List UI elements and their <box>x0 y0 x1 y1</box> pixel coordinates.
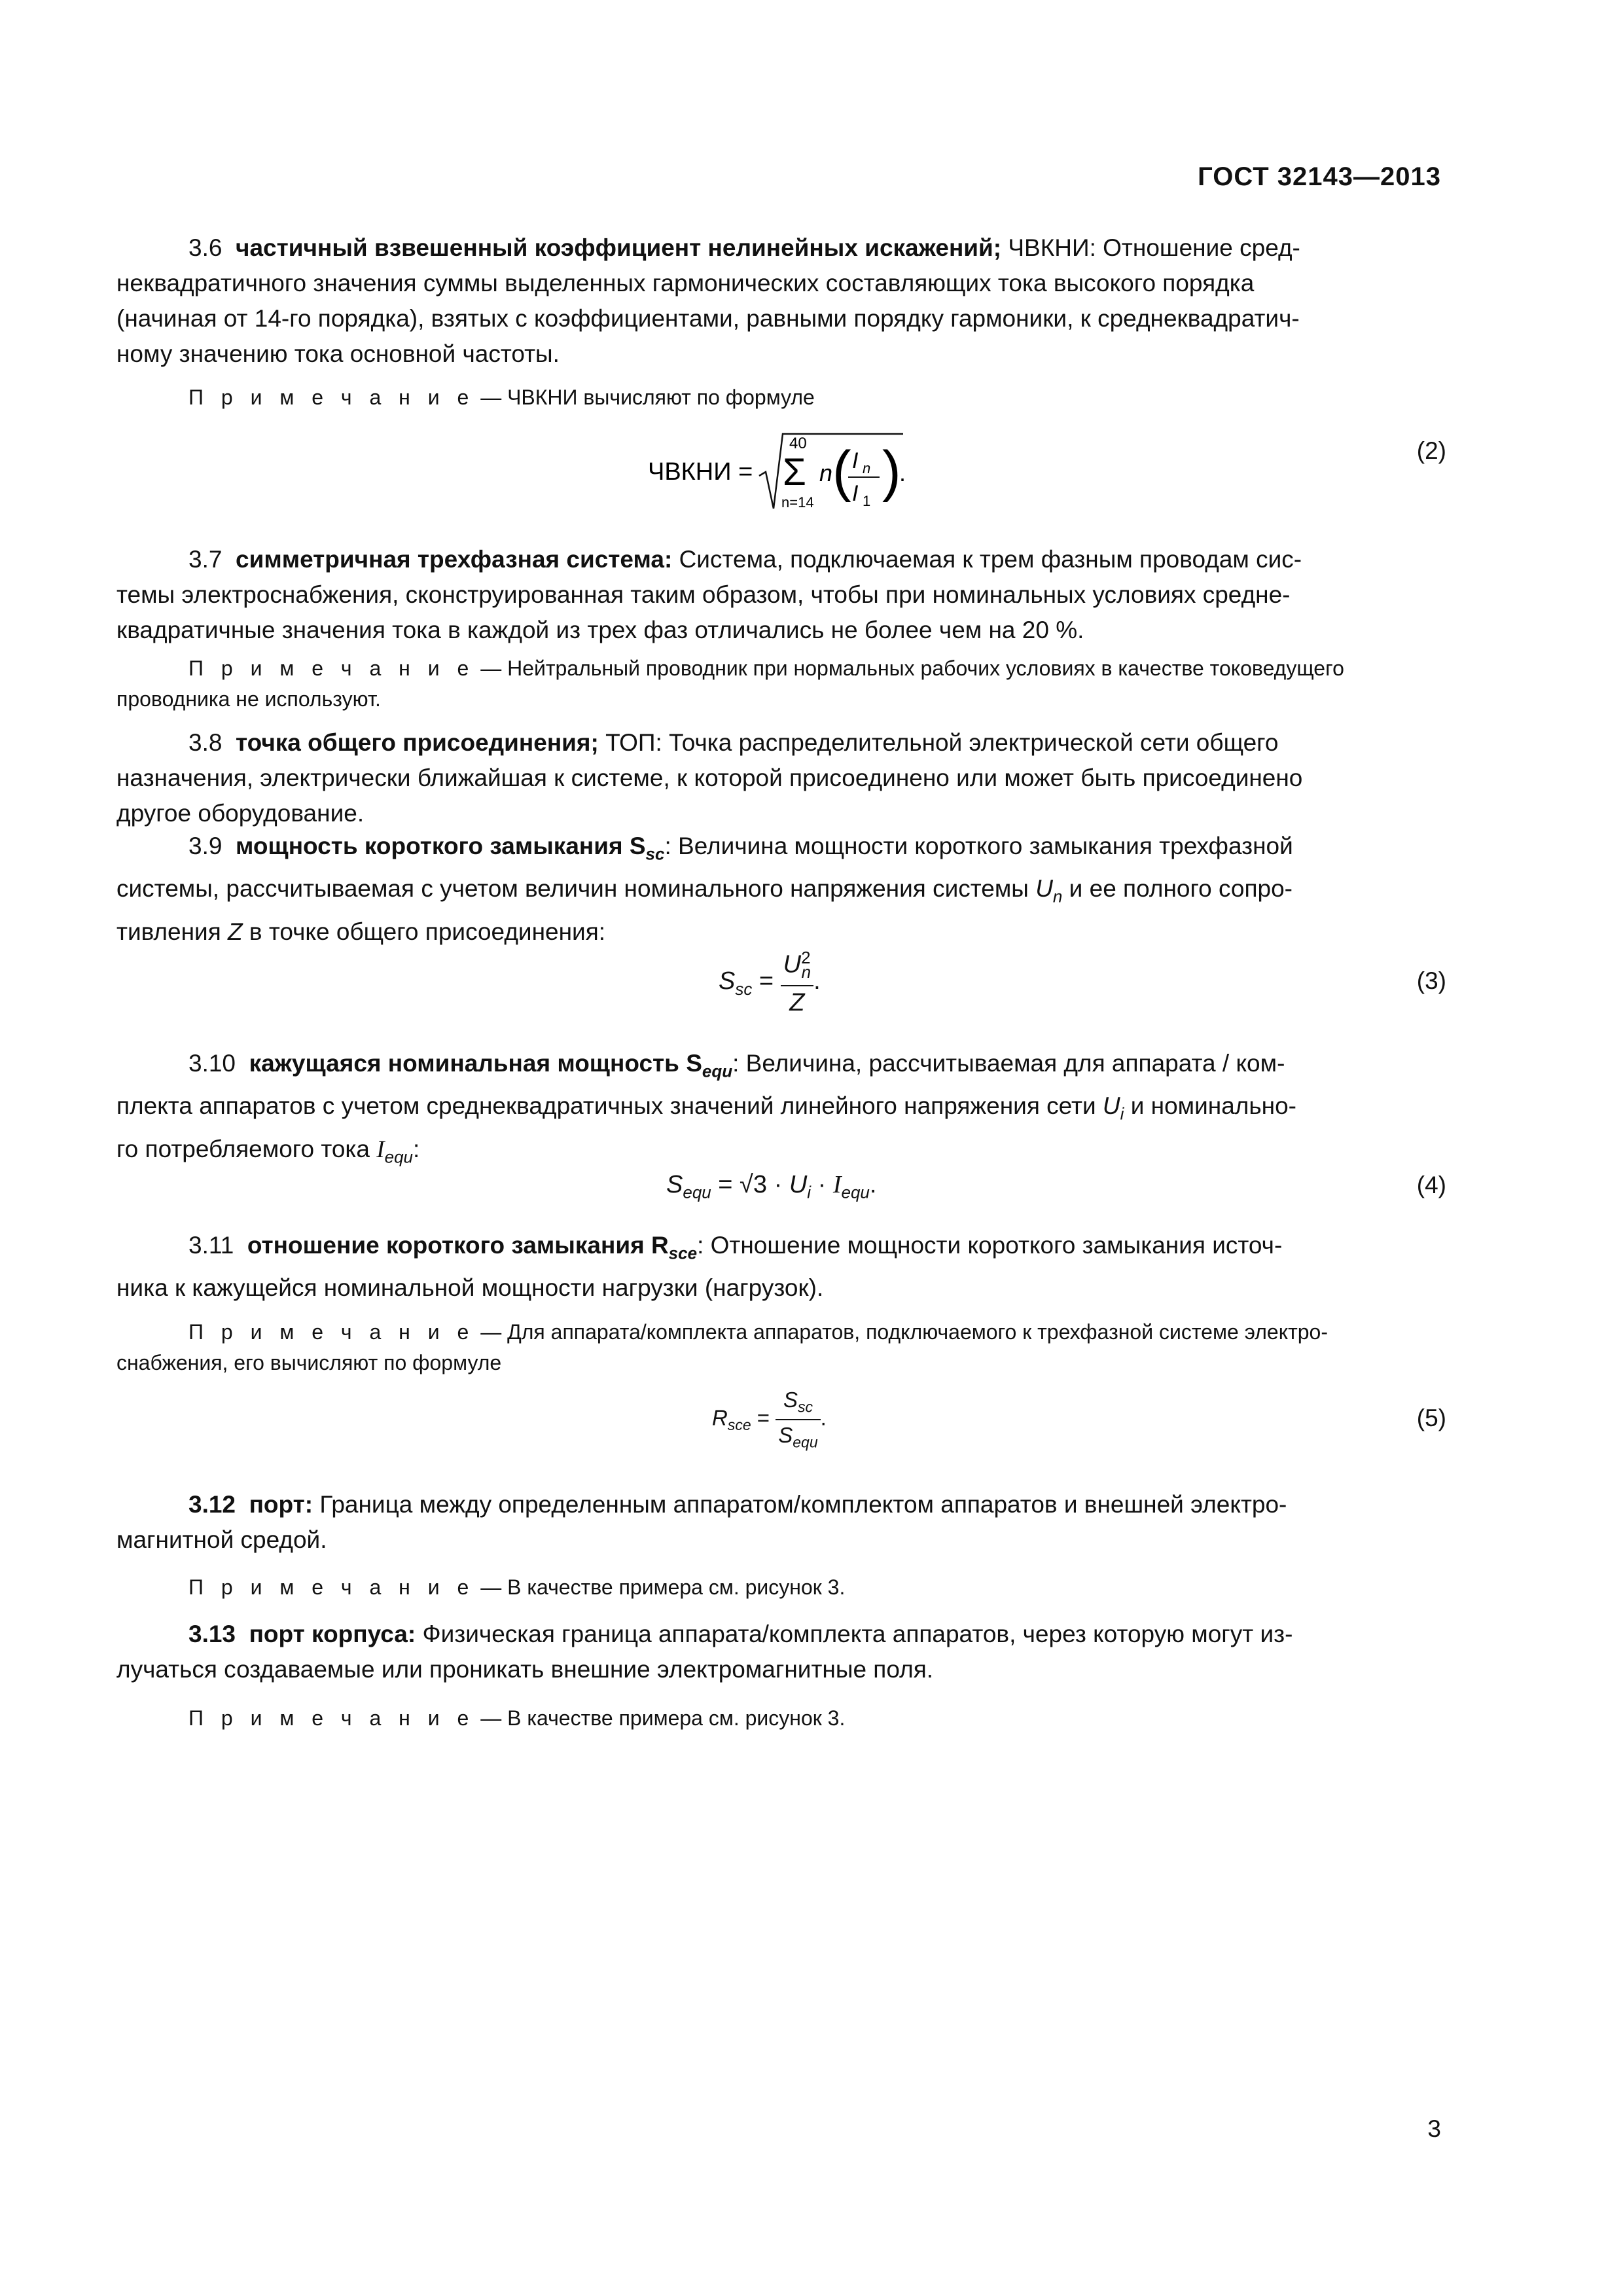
equation-number-3: (3) <box>1416 967 1446 994</box>
variable: Z <box>228 918 243 945</box>
formula-5 <box>712 1388 827 1451</box>
clause-number: 3.6 <box>188 234 223 261</box>
clause-3-7 <box>116 542 1446 648</box>
definition-lead: : Отношение мощности короткого замыкания источ- <box>697 1232 1283 1259</box>
dot-operator: · <box>811 1171 833 1198</box>
clause-3-6-first-line <box>116 230 1446 266</box>
definition-lead: : Величина, рассчитываемая для аппарата / ком- <box>732 1050 1285 1077</box>
definition-lead: Граница между определенным аппаратом/комплектом аппаратов и внешней электро- <box>319 1491 1287 1518</box>
variable-i: I <box>832 1171 842 1198</box>
text-line <box>116 871 1446 914</box>
formula-2-n: n <box>819 459 833 486</box>
clause-number: 3.7 <box>188 546 223 573</box>
text-line: магнитной средой. <box>116 1526 327 1553</box>
formula-4-period: . <box>869 1171 877 1198</box>
variable-i-sub: equ <box>841 1182 870 1202</box>
clause-3-9 <box>116 829 1446 950</box>
term: порт: <box>249 1491 313 1518</box>
clause-number: 3.12 <box>188 1491 236 1518</box>
note-label: П р и м е ч а н и е <box>188 1706 475 1730</box>
clause-3-8-first-line <box>116 725 1446 761</box>
definition-lead: Система, подключаемая к трем фазным проводам сис- <box>679 546 1302 573</box>
definition-lead: Физическая граница аппарата/комплекта аппаратов, через которую могут из- <box>422 1621 1293 1647</box>
formula-2-svg <box>648 429 923 514</box>
text-line: (начиная от 14-го порядка), взятых с коэффициентами, равными порядку гармоники, к среднеквадратич- <box>116 305 1300 332</box>
equation-number-4: (4) <box>1416 1172 1446 1198</box>
clause-3-8 <box>116 725 1446 831</box>
clause-3-6 <box>116 230 1446 372</box>
denominator <box>776 1420 820 1452</box>
note-3-7 <box>116 653 1446 715</box>
note-3-12 <box>116 1572 1446 1603</box>
sum-lower: n=14 <box>781 494 814 511</box>
formula-3-period: . <box>813 967 821 996</box>
clause-3-12-first-line <box>116 1487 1446 1522</box>
note-3-6 <box>116 382 1446 413</box>
denominator-var: S <box>778 1422 793 1447</box>
clause-3-10-first-line <box>116 1046 1446 1088</box>
numerator-var: S <box>783 1388 798 1412</box>
clause-3-7-first-line <box>116 542 1446 577</box>
text-span: : <box>413 1135 420 1162</box>
equation-number-5: (5) <box>1416 1405 1446 1431</box>
term-subscript: sce <box>668 1243 698 1263</box>
variable: U <box>1102 1092 1120 1120</box>
variable: U <box>1035 875 1053 903</box>
sigma-icon: Σ <box>783 451 806 493</box>
term-subscript: equ <box>702 1061 733 1081</box>
formula-4-lhs-sub: equ <box>683 1182 711 1202</box>
formula-4-lhs: S <box>666 1171 683 1198</box>
denominator-sub: equ <box>793 1433 818 1451</box>
formula-5-period: . <box>820 1405 827 1430</box>
note-3-11 <box>116 1317 1446 1378</box>
formula-2-period: . <box>899 459 906 486</box>
term: симметричная трехфазная система: <box>236 546 673 573</box>
definition-lead: ЧВКНИ: Отношение сред- <box>1008 234 1300 261</box>
term: отношение короткого замыкания R <box>247 1232 669 1259</box>
formula-3-lhs-sub: sc <box>735 978 753 999</box>
denominator: Z <box>789 989 805 1017</box>
term: кажущаяся номинальная мощность S <box>249 1050 702 1077</box>
formula-3-lhs: S <box>719 967 736 996</box>
text-span: системы, рассчитываемая с учетом величин номинального напряжения системы <box>116 875 1036 903</box>
note-text: — В качестве примера см. рисунок 3. <box>474 1575 846 1599</box>
right-paren: ) <box>882 440 901 503</box>
variable-subscript: n <box>1052 886 1063 906</box>
clause-3-11 <box>116 1228 1446 1306</box>
document-header: ГОСТ 32143—2013 <box>1198 162 1441 191</box>
sqrt-three: = √3 · <box>711 1171 789 1198</box>
numerator-I: I <box>852 448 859 473</box>
numerator-sub: n <box>863 460 871 476</box>
term-subscript: sc <box>645 844 665 864</box>
clause-3-11-first-line <box>116 1228 1446 1270</box>
clause-number: 3.10 <box>188 1050 236 1077</box>
note-label: П р и м е ч а н и е <box>188 386 475 409</box>
numerator <box>776 1388 820 1420</box>
text-line <box>116 1132 1446 1174</box>
term: точка общего присоединения; <box>236 729 599 756</box>
formula-5-lhs-sub: sce <box>727 1416 751 1433</box>
definition-lead: : Величина мощности короткого замыкания трехфазной <box>664 833 1293 859</box>
text-span: и номинально- <box>1124 1092 1296 1120</box>
text-line: назначения, электрически ближайшая к системе, к которой присоединено или может быть присоединено <box>116 764 1303 791</box>
formula-4 <box>666 1170 876 1203</box>
formula-2 <box>648 429 923 514</box>
formula-3 <box>719 948 821 1017</box>
equals-sign: = <box>752 967 781 996</box>
text-line: ному значению тока основной частоты. <box>116 340 560 367</box>
note-text: — ЧВКНИ вычисляют по формуле <box>474 386 815 409</box>
formula-5-lhs: R <box>712 1405 728 1430</box>
definition-lead: ТОП: Точка распределительной электрической сети общего <box>605 729 1279 756</box>
variable-u-sub: i <box>807 1182 812 1202</box>
denominator-I: I <box>852 481 859 506</box>
text-span: и ее полного сопро- <box>1062 875 1293 903</box>
note-label: П р и м е ч а н и е <box>188 1320 475 1344</box>
denominator-sub: 1 <box>863 493 871 509</box>
text-line: неквадратичного значения суммы выделенных гармонических составляющих тока высокого порядка <box>116 270 1255 296</box>
left-paren: ( <box>832 440 851 503</box>
fraction <box>776 1388 820 1451</box>
formula-2-lhs: ЧВКНИ = <box>648 458 753 486</box>
clause-number: 3.13 <box>188 1621 236 1647</box>
text-line <box>116 1088 1446 1131</box>
numerator <box>781 948 813 986</box>
text-line: лучаться создаваемые или проникать внешние электромагнитные поля. <box>116 1656 934 1683</box>
term: частичный взвешенный коэффициент нелинейных искажений; <box>236 234 1002 261</box>
clause-3-13-first-line <box>116 1617 1446 1652</box>
numerator-sub: n <box>801 962 812 982</box>
variable-u: U <box>789 1171 808 1198</box>
clause-3-9-first-line <box>116 829 1446 871</box>
note-text: — Для аппарата/комплекта аппаратов, подключаемого к трехфазной системе электро- <box>474 1320 1328 1344</box>
term: мощность короткого замыкания S <box>236 833 646 859</box>
note-label: П р и м е ч а н и е <box>188 1575 475 1599</box>
text-span: плекта аппаратов с учетом среднеквадратичных значений линейного напряжения сети <box>116 1092 1103 1120</box>
numerator-sub: sc <box>797 1398 813 1416</box>
note-text: снабжения, его вычисляют по формуле <box>116 1351 502 1374</box>
clause-3-13 <box>116 1617 1446 1687</box>
text-span: тивления <box>116 918 228 945</box>
clause-3-10 <box>116 1046 1446 1174</box>
text-line <box>116 914 1446 950</box>
equals-sign: = <box>751 1405 776 1430</box>
note-text: — В качестве примера см. рисунок 3. <box>474 1706 846 1730</box>
variable-subscript: i <box>1120 1103 1124 1124</box>
numerator-var: U <box>783 950 802 978</box>
text-line: темы электроснабжения, сконструированная таким образом, чтобы при номинальных условиях средне- <box>116 581 1291 608</box>
text-span: в точке общего присоединения: <box>242 918 606 945</box>
variable: I <box>376 1136 385 1163</box>
sum-upper: 40 <box>789 435 807 452</box>
text-line: ника к кажущейся номинальной мощности нагрузки (нагрузок). <box>116 1274 824 1302</box>
clause-number: 3.11 <box>188 1232 234 1259</box>
term: порт корпуса: <box>249 1621 416 1647</box>
fraction <box>781 948 813 1017</box>
note-label: П р и м е ч а н и е <box>188 656 475 680</box>
numerator-sup: 2 <box>801 948 811 967</box>
clause-number: 3.8 <box>188 729 223 756</box>
clause-number: 3.9 <box>188 833 223 859</box>
text-line: квадратичные значения тока в каждой из трех фаз отличались не более чем на 20 %. <box>116 617 1084 643</box>
text-line: другое оборудование. <box>116 800 365 827</box>
note-text: проводника не используют. <box>116 687 381 711</box>
clause-3-12 <box>116 1487 1446 1558</box>
note-3-13 <box>116 1703 1446 1734</box>
equation-number-2: (2) <box>1416 437 1446 464</box>
text-span: го потребляемого тока <box>116 1135 377 1162</box>
variable-subscript: equ <box>384 1147 413 1167</box>
page-number: 3 <box>1427 2115 1441 2142</box>
note-text: — Нейтральный проводник при нормальных рабочих условиях в качестве токоведущего <box>474 656 1344 680</box>
